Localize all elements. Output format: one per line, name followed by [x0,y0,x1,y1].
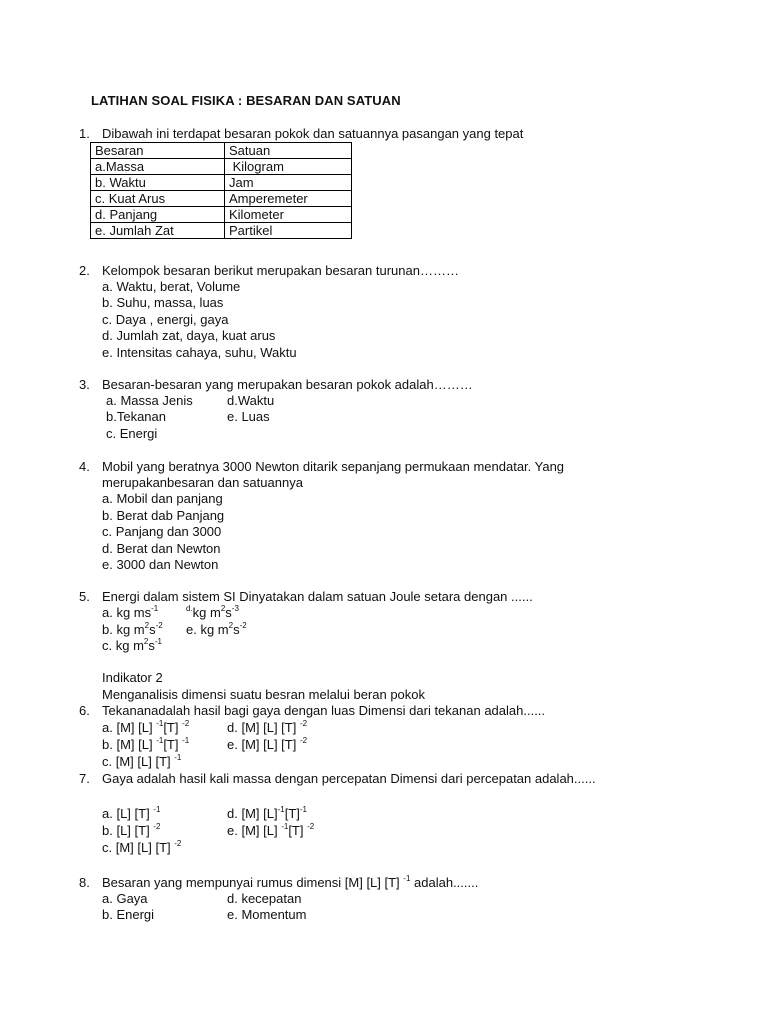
q8-option-d: d. kecepatan [227,891,302,906]
q6-option-c: c. [M] [L] [T] $^{-1}$ [102,753,182,769]
q4-number: 4. [79,459,90,474]
table-row [91,159,352,175]
q4-text: Mobil yang beratnya 3000 Newton ditarik sepanjang permukaan mendatar. Yang [102,459,565,474]
q7-option-c: c. [M] [L] [T] $^{-2}$ [102,839,182,855]
q3-option-e: e. Luas [227,409,270,424]
q5-option-a: a. kg $ms^{-1}$ [102,604,159,620]
q7-option-d: d. [M] $[L]^{-1}[T]^{-1}$ [227,805,307,821]
q8-option-e: e. Momentum [227,907,307,922]
q8-number: 8. [79,875,90,890]
q3-text: Besaran-besaran yang merupakan besaran pokok adalah……… [102,377,473,392]
q5-option-d: $^{d.}$kg $m^2s^{-3}$ [186,604,239,620]
table-cell: Kilogram [225,159,352,175]
q4-option-b: b. Berat dab Panjang [102,508,225,523]
q2-option-d: d. Jumlah zat, daya, kuat arus [102,328,276,343]
q7-option-a: a. [L] [T] $^{-1}$ [102,805,161,821]
q3-number: 3. [79,377,90,392]
table-cell: b. Waktu [91,175,225,191]
q7-text: Gaya adalah hasil kali massa dengan percepatan Dimensi dari percepatan adalah...... [102,771,596,786]
q3-option-d: d.Waktu [227,393,275,408]
table-row [91,191,352,207]
q4-option-e: e. 3000 dan Newton [102,557,219,572]
table-header-row [91,143,352,159]
q4-option-c: c. Panjang dan 3000 [102,524,222,539]
q3-option-a: a. Massa Jenis [106,393,193,408]
q7-option-b: b. [L] [T] $^{-2}$ [102,822,161,838]
q2-option-e: e. Intensitas cahaya, suhu, Waktu [102,345,297,360]
q6-option-b: b. [M] [L] $^{-1}$[T] $^{-1}$ [102,736,190,752]
table-cell: Partikel [225,223,352,239]
table-row [91,175,352,191]
q2-number: 2. [79,263,90,278]
table-cell: c. Kuat Arus [91,191,225,207]
q8-option-a: a. Gaya [102,891,148,906]
table-cell: Jam [225,175,352,191]
table-cell: d. Panjang [91,207,225,223]
q4-option-d: d. Berat dan Newton [102,541,221,556]
q1-text: Dibawah ini terdapat besaran pokok dan satuannya pasangan yang tepat [102,126,524,141]
q3-option-c: c. Energi [106,426,158,441]
q2-text: Kelompok besaran berikut merupakan besaran turunan……… [102,263,459,278]
q4-text-cont: merupakanbesaran dan satuannya [102,475,303,490]
q4-option-a: a. Mobil dan panjang [102,491,223,506]
table-header-satuan: Satuan [225,143,352,159]
q6-option-d: d. [M] [L] [T] $^{-2}$ [227,719,308,735]
q2-option-c: c. Daya , energi, gaya [102,312,229,327]
indikator-text: Menganalisis dimensi suatu besran melalui beran pokok [102,687,426,702]
table-cell: Kilometer [225,207,352,223]
table-cell: a.Massa [91,159,225,175]
q5-option-e: e. kg $m^2s^{-2}$ [186,621,247,637]
q6-text: Tekananadalah hasil bagi gaya dengan luas Dimensi dari tekanan adalah...... [102,703,546,718]
table-header-besaran: Besaran [91,143,225,159]
q7-number: 7. [79,771,90,786]
q2-option-b: b. Suhu, massa, luas [102,295,224,310]
q8-option-b: b. Energi [102,907,155,922]
q5-option-c: c. kg $m^2s^{-1}$ [102,637,162,653]
q1-table [90,142,352,239]
q8-text: Besaran yang mempunyai rumus dimensi [M] [L] [T] $^{-1}$ adalah....... [102,874,479,890]
indikator-label: Indikator 2 [102,670,163,685]
table-cell: e. Jumlah Zat [91,223,225,239]
q5-text: Energi dalam sistem SI Dinyatakan dalam satuan Joule setara dengan ...... [102,589,533,604]
table-cell: Amperemeter [225,191,352,207]
document-title: LATIHAN SOAL FISIKA : BESARAN DAN SATUAN [91,93,401,108]
q7-option-e: e. [M] [L] $^{-1}$[T] $^{-2}$ [227,822,315,838]
q5-option-b: b. kg $m^2s^{-2}$ [102,621,163,637]
q3-option-b: b.Tekanan [106,409,166,424]
table-row [91,223,352,239]
q6-number: 6. [79,703,90,718]
q2-option-a: a. Waktu, berat, Volume [102,279,241,294]
q6-option-e: e. [M] [L] [T] $^{-2}$ [227,736,308,752]
q5-number: 5. [79,589,90,604]
q6-option-a: a. [M] [L] $^{-1}$[T] $^{-2}$ [102,719,190,735]
table-row [91,207,352,223]
q1-number: 1. [79,126,90,141]
